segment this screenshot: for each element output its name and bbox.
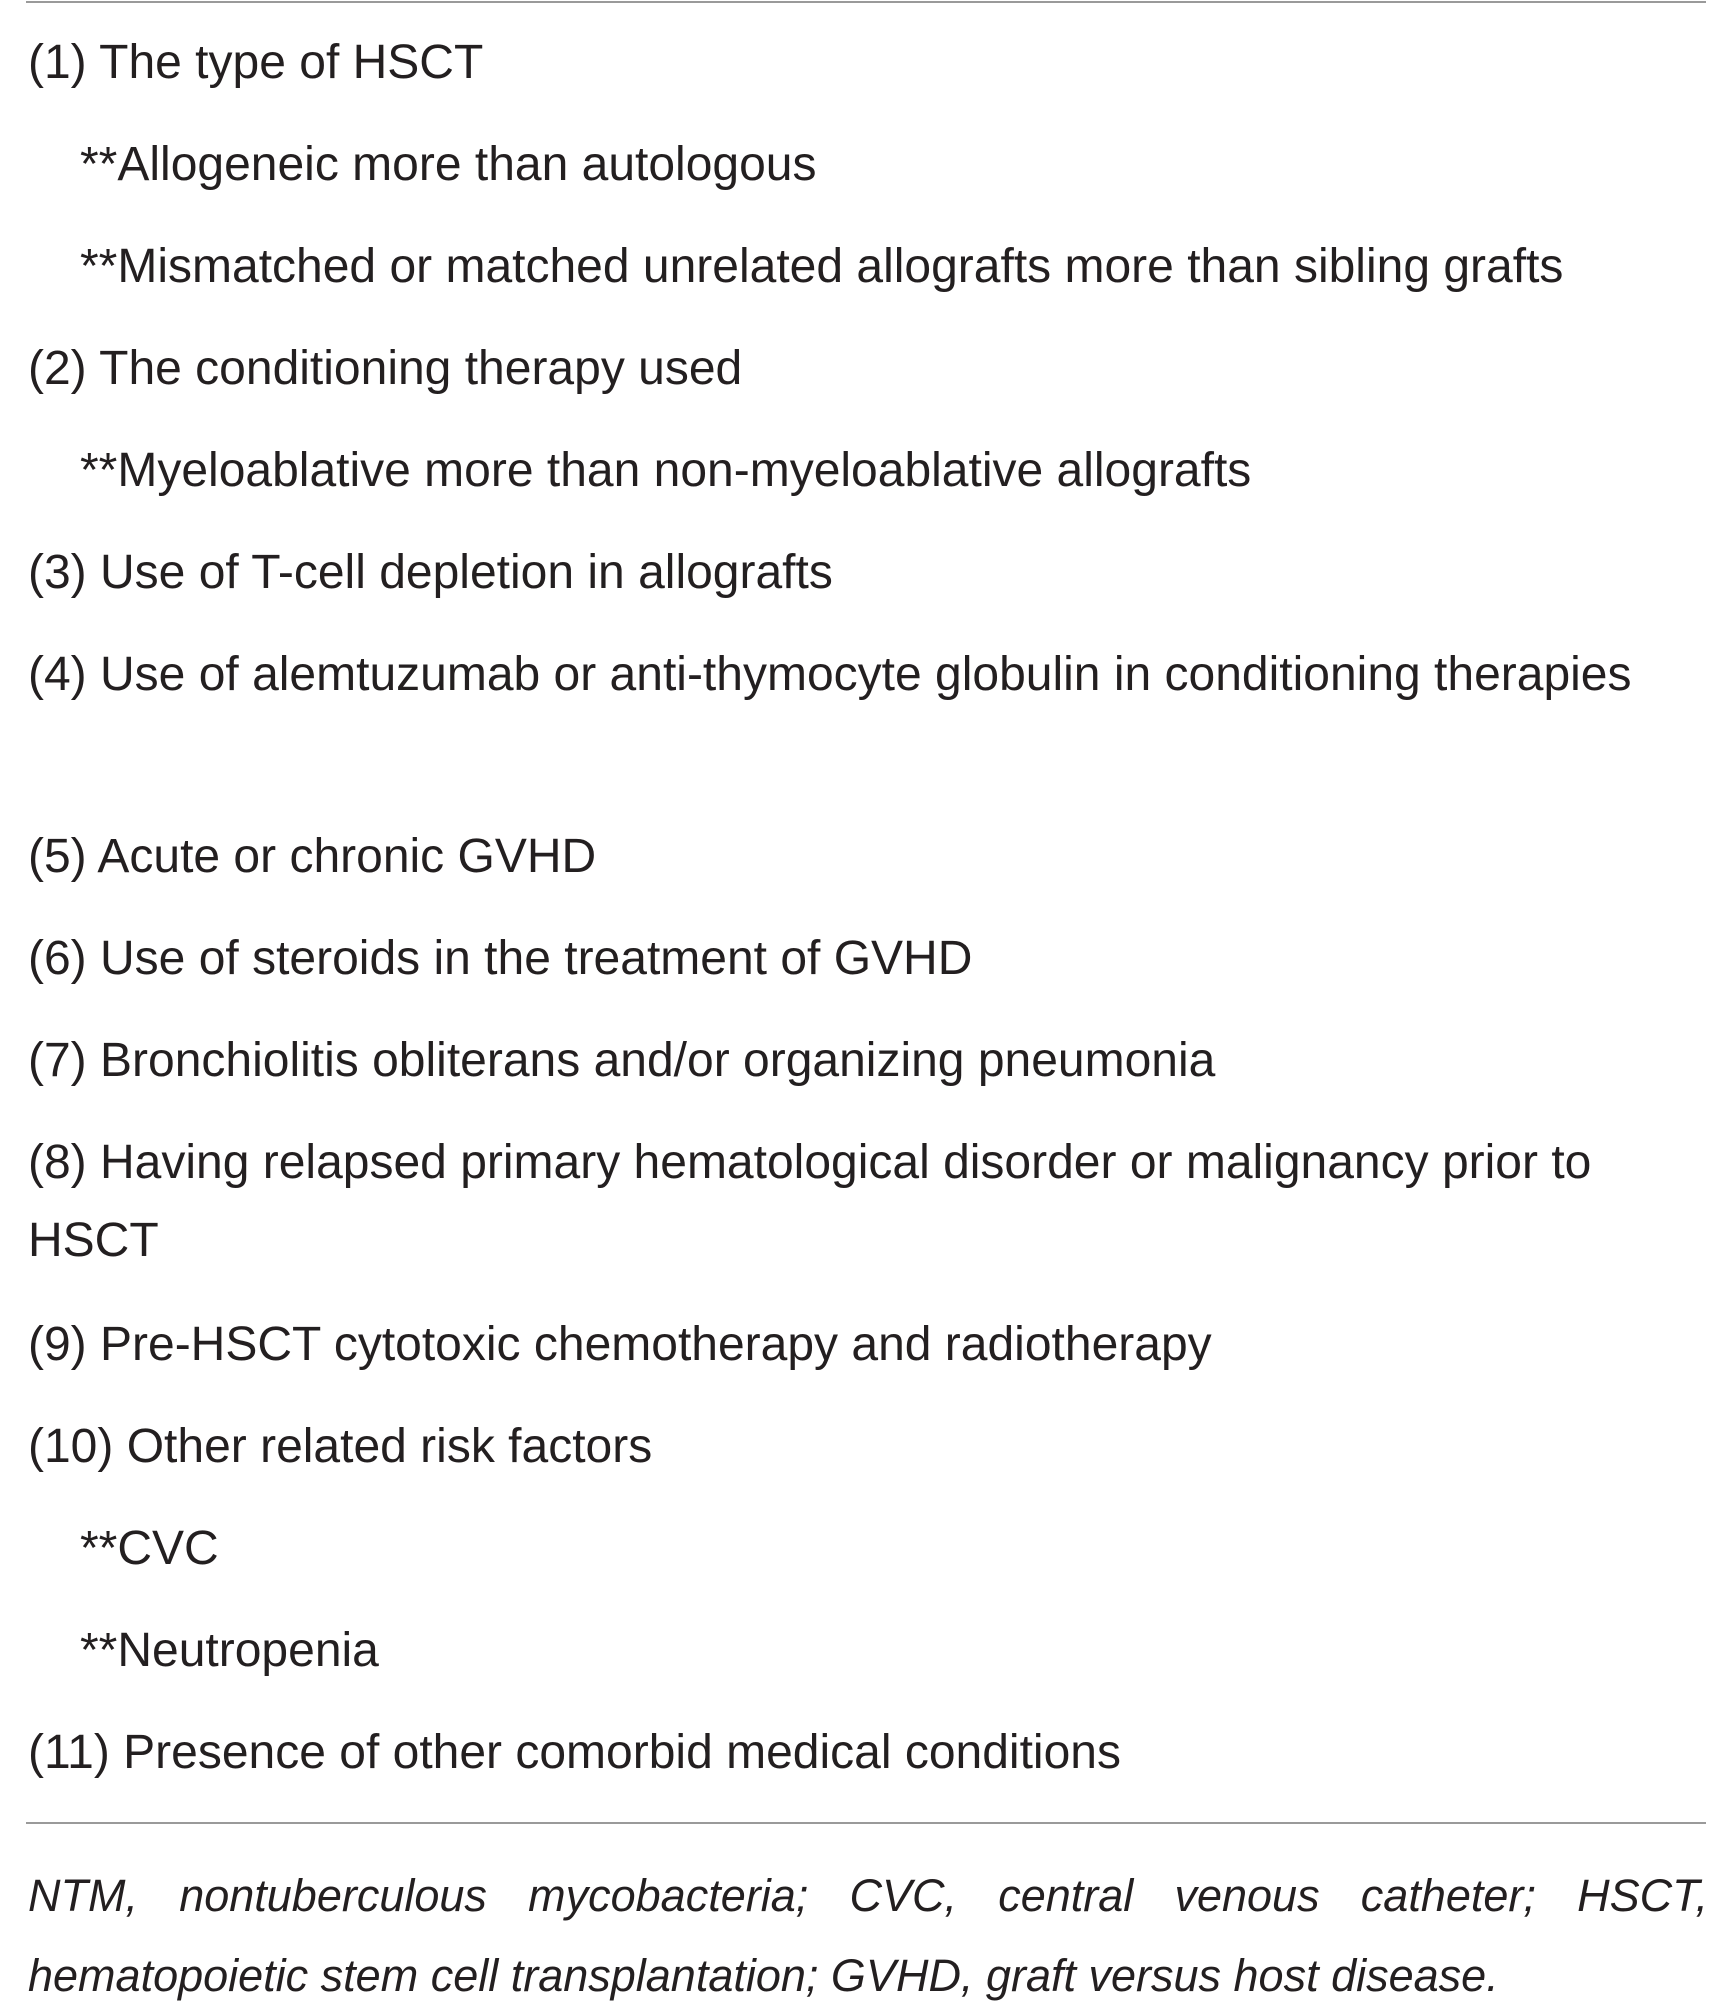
list-subitem: **Allogeneic more than autologous [80,138,817,191]
list-item: (1) The type of HSCT [28,36,484,89]
list-item: (10) Other related risk factors [28,1420,653,1473]
list-item: (6) Use of steroids in the treatment of GVHD [28,932,973,985]
list-subitem: **CVC [80,1522,219,1575]
list-subitem: **Myeloablative more than non-myeloablative allografts [80,444,1252,497]
list-subitem: **Mismatched or matched unrelated allografts more than sibling grafts [80,240,1564,293]
list-item: (7) Bronchiolitis obliterans and/or organizing pneumonia [28,1034,1216,1087]
list-item: (2) The conditioning therapy used [28,342,743,395]
table-top-rule [26,1,1706,3]
list-item: (3) Use of T-cell depletion in allografts [28,546,833,599]
table-footnote: NTM, nontuberculous mycobacteria; CVC, central venous catheter; HSCT, hematopoietic stem cell transplantation; GVHD, graft versus host disease. [28,1870,1708,2001]
table-bottom-rule [26,1822,1706,1824]
list-item: (5) Acute or chronic GVHD [28,830,597,883]
list-subitem: **Neutropenia [80,1624,379,1677]
list-item: (9) Pre-HSCT cytotoxic chemotherapy and radiotherapy [28,1318,1212,1371]
list-item: (4) Use of alemtuzumab or anti-thymocyte globulin in conditioning therapies [28,648,1632,701]
list-item: (8) Having relapsed primary hematological disorder or malignancy prior to HSCT [28,1136,1592,1267]
list-item: (11) Presence of other comorbid medical conditions [28,1726,1121,1779]
